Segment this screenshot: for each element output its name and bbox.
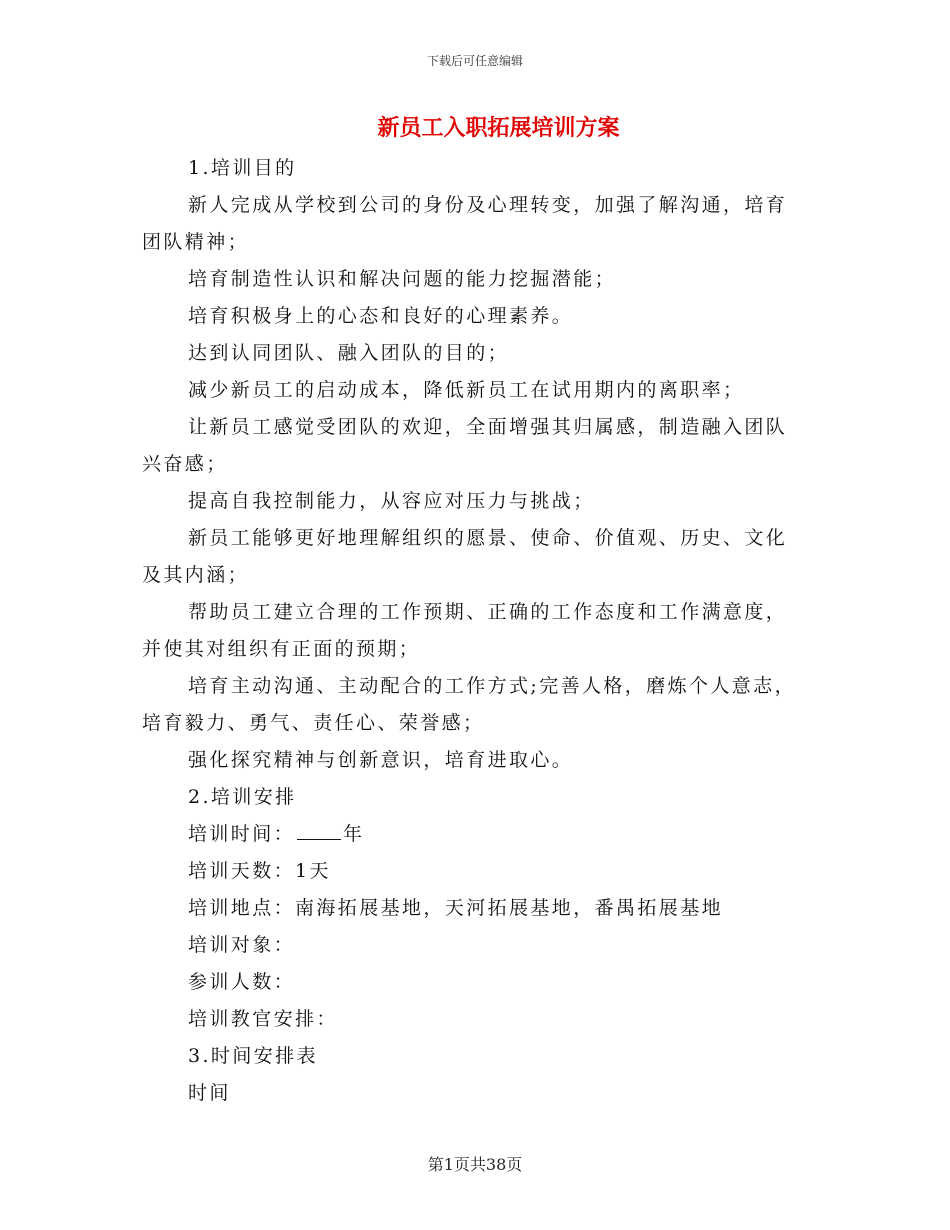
schedule-time-label: 时间 [188, 1082, 231, 1104]
training-time-suffix: 年 [343, 823, 365, 845]
paragraph: 培育积极身上的心态和良好的心理素养。 [188, 305, 574, 327]
paragraph: 减少新员工的启动成本，降低新员工在试用期内的离职率； [188, 379, 745, 401]
training-time-line [142, 816, 797, 853]
participant-count-line: 参训人数： [188, 971, 296, 993]
page-footer-number: 第1页共38页 [427, 1155, 523, 1174]
section-heading-arrangement: 2.培训安排 [188, 786, 297, 808]
paragraph: 帮助员工建立合理的工作预期、正确的工作态度和工作满意度，并使其对组织有正面的预期； [142, 601, 788, 660]
training-location-line: 培训地点：南海拓展基地，天河拓展基地，番禺拓展基地 [188, 897, 724, 919]
paragraph: 达到认同团队、融入团队的目的； [188, 342, 510, 364]
training-time-label: 培训时间： [188, 823, 296, 845]
paragraph: 新员工能够更好地理解组织的愿景、使命、价值观、历史、文化及其内涵； [142, 527, 788, 586]
section-heading-schedule: 3.时间安排表 [188, 1045, 318, 1067]
paragraph: 培育主动沟通、主动配合的工作方式;完善人格，磨炼个人意志，培育毅力、勇气、责任心、荣誉感； [142, 675, 797, 734]
paragraph: 提高自我控制能力，从容应对压力与挑战； [188, 490, 595, 512]
document-title: 新员工入职拓展培训方案 [377, 115, 620, 141]
blank-underline [297, 837, 341, 840]
document-body [142, 150, 797, 1112]
page-header-note: 下载后可任意编辑 [426, 54, 523, 68]
paragraph: 新人完成从学校到公司的身份及心理转变，加强了解沟通，培育团队精神； [142, 194, 788, 253]
paragraph: 让新员工感觉受团队的欢迎，全面增强其归属感，制造融入团队兴奋感； [142, 416, 788, 475]
section-heading-purpose: 1.培训目的 [188, 157, 297, 179]
instructor-arrangement-line: 培训教官安排： [188, 1008, 338, 1030]
training-days-line: 培训天数：1天 [188, 860, 331, 882]
paragraph: 培育制造性认识和解决问题的能力挖掘潜能； [188, 268, 617, 290]
training-target-line: 培训对象： [188, 934, 296, 956]
paragraph: 强化探究精神与创新意识，培育进取心。 [188, 749, 574, 771]
